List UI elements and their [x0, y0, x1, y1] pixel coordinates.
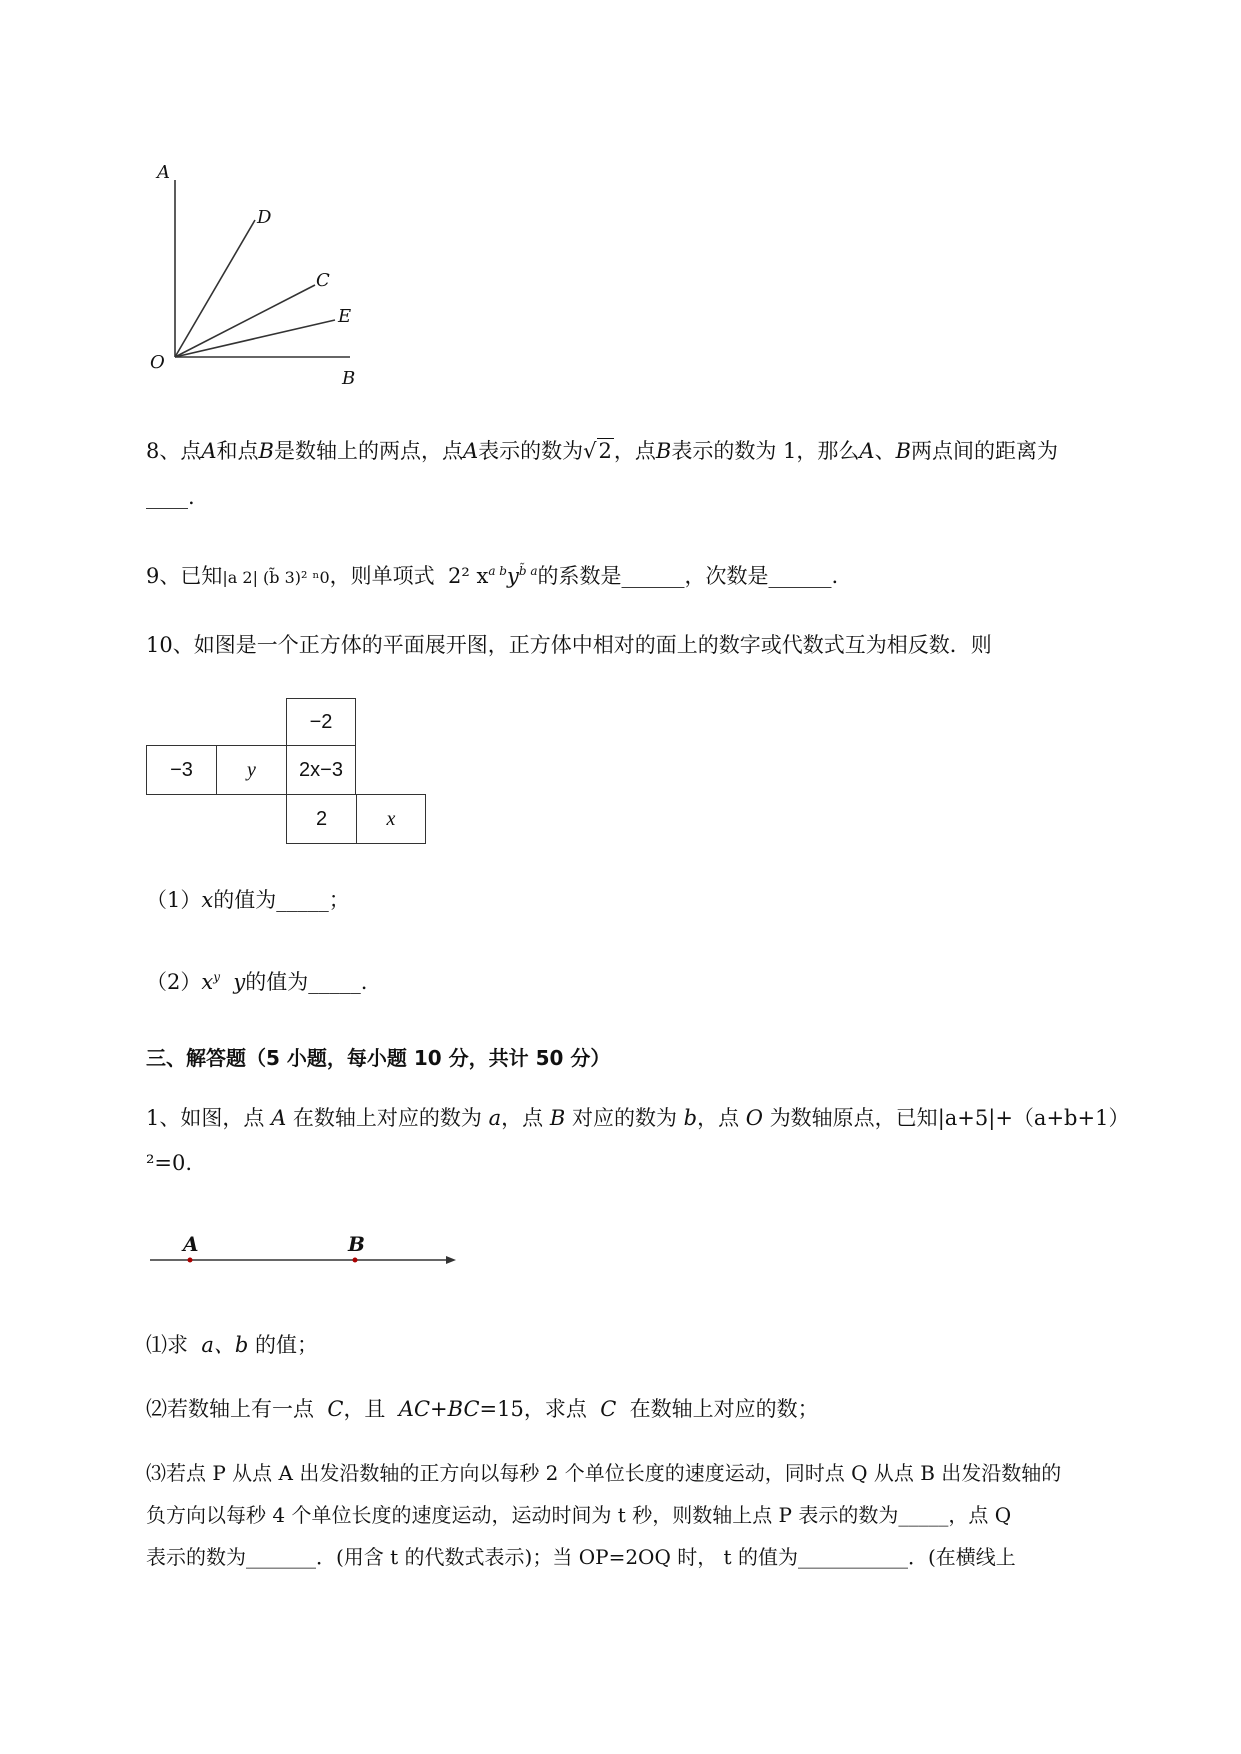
axis-label-A: A — [183, 1232, 199, 1256]
net-cell-bottom: 2 — [286, 794, 357, 844]
p1-q3-text: ⑶若点 P 从点 A 出发沿数轴的正方向以每秒 2 个单位长度的速度运动，同时点 Q 从点 B 出发沿数轴的 — [146, 1461, 1062, 1485]
p1-q1-text: ⑴求 — [146, 1333, 188, 1357]
p1-text: 1、如图，点 — [146, 1106, 265, 1130]
cube-net — [146, 698, 426, 848]
p1-var: a — [488, 1106, 502, 1130]
p1-var: C — [600, 1397, 617, 1421]
label-A: A — [157, 162, 170, 183]
p1-text: ²=0. — [146, 1151, 193, 1175]
q8-var: A — [859, 439, 875, 463]
q8-text: ，点 — [613, 439, 656, 463]
question-8-line2 — [146, 482, 195, 512]
q10-sub1 — [146, 885, 350, 915]
problem-1-q3-line1 — [146, 1458, 1061, 1488]
question-10 — [146, 630, 992, 660]
p1-q2-text: ⑵若数轴上有一点 — [146, 1397, 314, 1421]
p1-var: O — [745, 1106, 763, 1130]
q8-var: B — [258, 439, 274, 463]
q10-sub1-number: （1） — [146, 888, 202, 912]
q8-text: 点 — [180, 439, 202, 463]
p1-abs-expression: |a+5| — [937, 1106, 996, 1130]
p1-q2-text: 在数轴上对应的数； — [629, 1397, 819, 1421]
q8-var: B — [655, 439, 672, 463]
p1-text: 为数轴原点，已知 — [769, 1106, 938, 1130]
p1-text: 在数轴上对应的数为 — [292, 1106, 482, 1130]
q9-text: 的系数是______，次数是______. — [537, 564, 839, 588]
q9-var: y — [506, 564, 519, 588]
p1-q3-text: 负方向以每秒 4 个单位长度的速度运动，运动时间为 t 秒，则数轴上点 P 表示的数为_____，点 Q — [146, 1503, 1012, 1527]
q10-var: x — [201, 970, 214, 994]
net-cell-midleft: y — [216, 745, 287, 795]
q10-sub2 — [146, 962, 367, 997]
q10-var: x — [201, 888, 214, 912]
q10-sub1-text: 的值为_____； — [213, 888, 350, 912]
q10-sub2-number: （2） — [146, 970, 202, 994]
q8-text: 和点 — [216, 439, 259, 463]
axis-arrow — [446, 1256, 456, 1264]
label-D: D — [257, 207, 272, 228]
p1-var: B — [549, 1106, 566, 1130]
q10-sub2-text: 的值为_____. — [245, 970, 368, 994]
problem-1-line2 — [146, 1148, 192, 1178]
p1-q1-text: 的值； — [255, 1333, 319, 1357]
axis-label-B: B — [348, 1232, 365, 1256]
question-9 — [146, 556, 838, 593]
p1-q2-text: ，且 — [343, 1397, 386, 1421]
q10-number: 10、 — [146, 633, 194, 657]
question-8-line1 — [146, 436, 1058, 466]
q9-exponent: a b — [488, 564, 507, 578]
label-O: O — [150, 352, 165, 373]
sqrt-value: 2 — [598, 439, 612, 463]
q8-text: 是数轴上的两点，点 — [273, 439, 463, 463]
point-A — [188, 1258, 193, 1263]
net-cell-top: −2 — [286, 698, 356, 746]
sqrt-symbol: √ — [583, 439, 597, 463]
section-3-heading: 三、解答题（5 小题，每小题 10 分，共计 50 分） — [146, 1046, 611, 1070]
q8-number: 8、 — [146, 439, 181, 463]
p1-var: a、b — [201, 1333, 249, 1357]
q8-text: 表示的数为 1，那么 — [671, 439, 860, 463]
q9-number: 9、 — [146, 564, 181, 588]
p1-var: b — [683, 1106, 698, 1130]
problem-1-q3-line3 — [146, 1542, 1016, 1572]
q10-exponent: y — [213, 970, 220, 984]
p1-q2-text: =15，求点 — [479, 1397, 587, 1421]
q10-text: 如图是一个正方体的平面展开图，正方体中相对的面上的数字或代数式互为相反数．则 — [193, 633, 992, 657]
q9-condition: |a 2| (b̃ 3)² ⁿ0 — [222, 568, 330, 587]
problem-1-q3-line2 — [146, 1500, 1011, 1530]
q10-var: y — [233, 970, 246, 994]
problem-1-q2 — [146, 1394, 819, 1424]
label-B: B — [342, 368, 356, 389]
q8-text: 两点间的距离为 — [911, 439, 1059, 463]
net-cell-right: x — [356, 794, 426, 844]
problem-1-q1 — [146, 1330, 318, 1360]
net-cell-left: −3 — [146, 745, 217, 795]
p1-text: ，点 — [697, 1106, 740, 1130]
q8-var: B — [895, 439, 912, 463]
angle-figure — [140, 160, 380, 400]
p1-text: 对应的数为 — [571, 1106, 677, 1130]
p1-var: A — [271, 1106, 287, 1130]
p1-text: ，点 — [501, 1106, 544, 1130]
p1-expression: AC+BC — [398, 1397, 480, 1421]
q8-var: A — [201, 439, 217, 463]
q9-text: ，则单项式 — [329, 564, 435, 588]
q9-exponent: b̃ a — [518, 564, 538, 578]
problem-1-line1 — [146, 1103, 1129, 1133]
q9-text: 已知 — [180, 564, 223, 588]
p1-text: +（a+b+1） — [995, 1106, 1130, 1130]
q8-text: 、 — [874, 439, 896, 463]
net-cell-center: 2x−3 — [286, 745, 356, 795]
label-C: C — [316, 270, 330, 291]
q9-monomial: 2² x — [448, 564, 489, 588]
q8-text: 表示的数为 — [478, 439, 584, 463]
point-B — [353, 1258, 358, 1263]
sqrt-expression — [583, 436, 614, 466]
p1-var: C — [327, 1397, 344, 1421]
p1-q3-text: 表示的数为_______．(用含 t 的代数式表示)；当 OP=2OQ 时， t 的值为___________．(在横线上 — [146, 1545, 1016, 1569]
q8-answer-blank: ____. — [146, 485, 195, 509]
label-E: E — [338, 306, 352, 327]
q8-var: A — [462, 439, 479, 463]
ray-OE — [175, 320, 335, 357]
